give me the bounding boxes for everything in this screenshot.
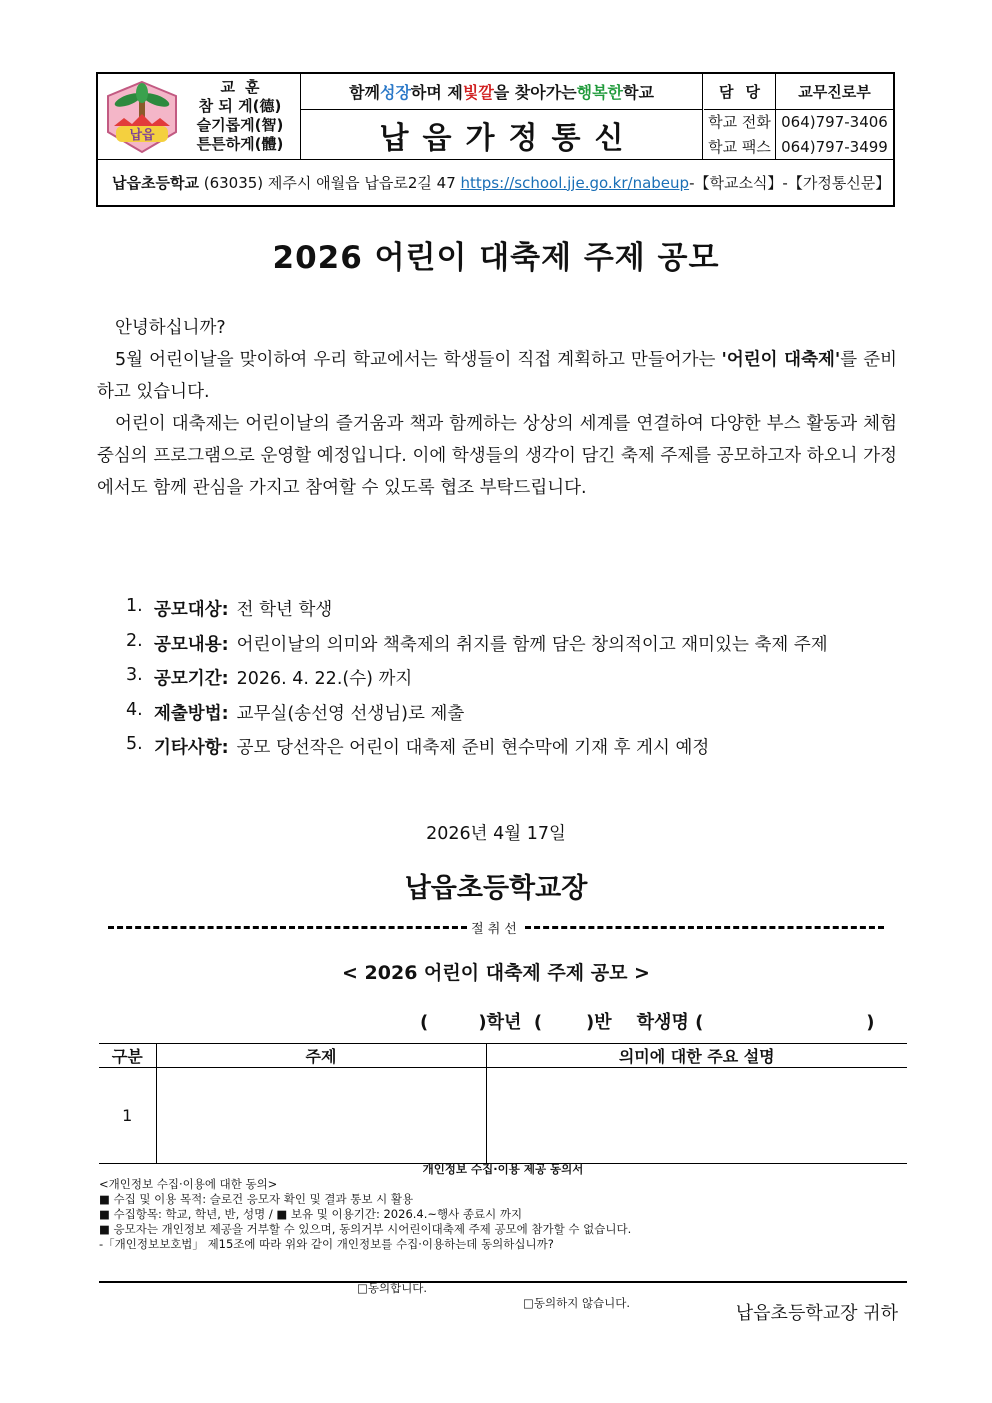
greeting: 안녕하십니까?: [115, 318, 226, 338]
newsletter-title: 납읍가정통신: [379, 121, 638, 156]
dashed-line: [525, 926, 884, 929]
slogan-text: 함께: [349, 83, 380, 102]
phone-value: 064)797-3406: [781, 113, 888, 131]
issue-date: 2026년 4월 17일: [426, 824, 566, 844]
school-name: 납읍초등학교: [112, 174, 199, 192]
item-label: 기타사항:: [154, 738, 229, 758]
motto-line: 슬기롭게(智): [196, 116, 284, 134]
privacy-consent: [99, 1162, 907, 1310]
disagree-checkbox[interactable]: □동의하지 않습니다.: [523, 1296, 631, 1310]
item-value: 어린이날의 의미와 책축제의 취지를 함께 담은 창의적이고 재미있는 축제 주제: [236, 634, 828, 655]
item-number: 5.: [126, 734, 143, 754]
privacy-line: -「개인정보보호법」 제15조에 따라 위와 같이 개인정보를 수집·이용하는데 동의하십니까?: [99, 1237, 554, 1251]
description-input-cell[interactable]: [486, 1068, 907, 1164]
school-slogan: [301, 74, 702, 110]
dept-row: [704, 74, 893, 110]
contest-details: [126, 596, 906, 769]
fax-row: [704, 135, 893, 160]
column-header-description: 의미에 대한 주요 설명: [486, 1044, 907, 1068]
phone-label: 학교 전화: [704, 110, 776, 135]
slogan-highlight-happy: 행복한: [576, 83, 624, 102]
item-value: 교무실(송선영 선생님)로 제출: [236, 703, 465, 724]
privacy-line: ■ 수집항목: 학교, 학년, 반, 성명 / ■ 보유 및 이용기간: 2026.4.~행사 종료시 까지: [99, 1207, 523, 1221]
privacy-line: ■ 수집 및 이용 목적: 슬로건 응모자 확인 및 결과 통보 시 활용: [99, 1192, 414, 1206]
newsletter-header: [96, 72, 895, 207]
cut-line: [108, 918, 884, 937]
school-address: (63035) 제주시 애월읍 납읍로2길 47: [198, 174, 461, 192]
list-item: [126, 596, 906, 631]
item-number: 4.: [126, 699, 143, 720]
item-label: 공모기간:: [154, 669, 229, 689]
item-label: 공모대상:: [154, 600, 229, 620]
item-number: 1.: [126, 596, 143, 616]
theme-input-cell[interactable]: [156, 1068, 486, 1164]
cut-label: 절취선: [471, 922, 521, 937]
address-row: [98, 160, 893, 205]
intro-text: 5월 어린이날을 맞이하여 우리 학교에서는 학생들이 직접 계획하고 만들어가는: [115, 350, 722, 370]
divider: [99, 1281, 907, 1283]
list-item: [126, 631, 906, 666]
slogan-text: 을 찾아가는: [493, 83, 577, 102]
slogan-highlight-color: 빛깔: [462, 83, 494, 102]
list-item: [126, 665, 906, 700]
privacy-line: ■ 응모자는 개인정보 제공을 거부할 수 있으며, 동의거부 시어린이대축제 주제 공모에 참가할 수 없습니다.: [99, 1222, 632, 1236]
slogan-text: 학교: [623, 83, 654, 102]
privacy-line: <개인정보 수집·이용에 대한 동의>: [99, 1177, 278, 1191]
submission-table: [99, 1043, 907, 1164]
intro-paragraph: [97, 344, 897, 408]
agree-checkbox[interactable]: □동의합니다.: [357, 1281, 428, 1295]
motto-line: 참 되 게(德): [198, 97, 282, 115]
item-value: 공모 당선작은 어린이 대축제 준비 현수막에 기재 후 게시 예정: [236, 738, 710, 758]
item-label: 제출방법:: [154, 703, 229, 724]
table-header-row: [99, 1044, 907, 1068]
dept-value: 교무진로부: [798, 83, 871, 101]
page-title: 2026 어린이 대축제 주제 공모: [272, 240, 720, 276]
fax-label: 학교 팩스: [704, 135, 776, 160]
website-path: -【학교소식】-【가정통신문】: [689, 174, 891, 192]
school-logo-icon: [104, 80, 180, 154]
column-header-no: 구분: [99, 1044, 156, 1068]
item-label: 공모내용:: [154, 634, 229, 655]
principal-signature: 납읍초등학교장: [404, 873, 588, 904]
header-top-row: [98, 74, 893, 160]
festival-name: '어린이 대축제': [721, 350, 841, 370]
item-value: 전 학년 학생: [236, 600, 333, 620]
description-paragraph: 어린이 대축제는 어린이날의 즐거움과 책과 함께하는 상상의 세계를 연결하여 다양한 부스 활동과 체험 중심의 프로그램으로 운영할 예정입니다. 이에 학생들의 생각이 담긴 축제 주제를 공모하고자 하오니 가정에서도 함께 관심을 가지고 참여할 수 있도록 협조 부탁드립니다.: [97, 414, 897, 498]
item-number: 3.: [126, 665, 143, 685]
motto-line: 튼튼하게(體): [196, 135, 284, 153]
school-motto: [182, 78, 298, 154]
row-number: 1: [99, 1068, 156, 1164]
privacy-title: 개인정보 수집·이용 제공 동의서: [422, 1162, 584, 1176]
fax-value: 064)797-3499: [781, 138, 888, 156]
slogan-text: 하며 제: [410, 83, 463, 102]
motto-title: 교훈: [220, 78, 270, 96]
intro-text-end: 를 준비하고 있습니다.: [97, 350, 898, 402]
signoff: 납읍초등학교장 귀하: [735, 1303, 898, 1324]
contact-info: [704, 74, 893, 160]
school-website-link[interactable]: https://school.jje.go.kr/nabeup: [460, 173, 690, 192]
slogan-highlight-growth: 성장: [379, 83, 411, 102]
dashed-line: [108, 926, 467, 929]
list-item: [126, 700, 906, 735]
logo-text: 납읍: [129, 128, 155, 143]
student-info-field[interactable]: ( )학년 ( )반 학생명 ( ): [420, 1012, 875, 1033]
dept-label: 담당: [704, 74, 776, 110]
item-value: 2026. 4. 22.(수) 까지: [236, 669, 413, 689]
list-item: [126, 734, 906, 769]
slogan-cell: [300, 74, 703, 160]
table-row: [99, 1068, 907, 1164]
column-header-theme: 주제: [156, 1044, 486, 1068]
item-number: 2.: [126, 630, 143, 651]
phone-row: [704, 110, 893, 135]
form-title: < 2026 어린이 대축제 주제 공모 >: [342, 962, 650, 984]
